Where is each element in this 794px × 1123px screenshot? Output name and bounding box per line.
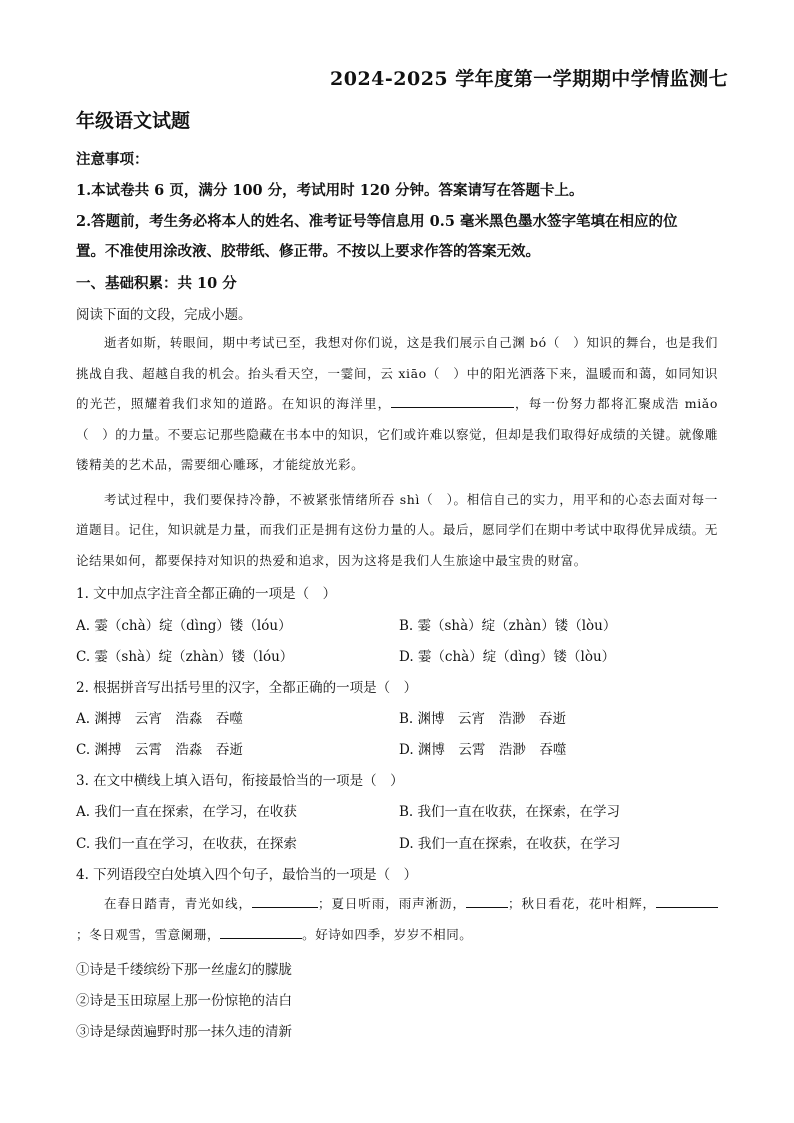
q1-option-d: D. 霎（chà）绽（dìng）镂（lòu） (399, 649, 616, 665)
fill-blank (656, 895, 718, 908)
notice-heading: 注意事项： (76, 151, 149, 168)
passage-paragraph-1: 逝者如斯，转眼间，期中考试已至，我想对你们说，这是我们展示自己渊 bó（ ）知识的舞台，也是我们挑战自我、超越自我的机会。抬头看天空，一霎间，云 xiāo（ ）中的阳光洒落下来，温暖而和蔼，如同知识的光芒，照耀着我们求知的道路。在知识的海洋里， ，每一份努力都将汇聚成浩 miǎo（ ）的力量。不要忘记那些隐藏在书本中的知识，它们或许难以察觉，但却是我们取得好成绩的关键。就像雕镂精美的艺术品，需要细心雕琢，才能绽放光彩。 (76, 335, 718, 472)
q3-option-a: A. 我们一直在探索，在学习，在收获 (76, 804, 297, 820)
q1-option-b: B. 霎（shà）绽（zhàn）镂（lòu） (399, 618, 617, 634)
section-heading: 一、基础积累：共 10 分 (76, 275, 237, 292)
q4-sentence-3: ③诗是绿茵遍野时那一抹久违的清新 (76, 1024, 292, 1040)
q4-sentence-1: ①诗是千缕缤纷下那一丝虚幻的朦胧 (76, 962, 292, 978)
q2-option-c: C. 渊搏 云霄 浩淼 吞逝 (76, 742, 243, 758)
reading-instruction: 阅读下面的文段，完成小题。 (76, 307, 252, 323)
notice-item-2-line-2: 置。不准使用涂改液、胶带纸、修正带。不按以上要求作答的答案无效。 (76, 243, 540, 260)
q3-option-b: B. 我们一直在收获，在探索，在学习 (399, 804, 621, 820)
notice-item-2-line-1: 2.答题前，考生务必将本人的姓名、准考证号等信息用 0.5 毫米黑色墨水签字笔填在相应的位 (76, 213, 678, 230)
question-3: 3. 在文中横线上填入语句，衔接最恰当的一项是（ ） (76, 773, 404, 789)
question-2: 2. 根据拼音写出括号里的汉字，全都正确的一项是（ ） (76, 680, 418, 696)
fill-blank (252, 895, 318, 908)
passage-paragraph-2: 考试过程中，我们要保持冷静，不被紧张情绪所吞 shì（ ）。相信自己的实力，用平和的心态去面对每一道题目。记住，知识就是力量，而我们正是拥有这份力量的人。最后，愿同学们在期中考试中取得优异成绩。无论结果如何，都要保持对知识的热爱和追求，因为这将是我们人生旅途中最宝贵的财富。 (76, 491, 718, 568)
notice-item-1: 1.本试卷共 6 页，满分 100 分，考试用时 120 分钟。答案请写在答题卡上。 (76, 182, 584, 199)
q4-passage (76, 888, 718, 950)
fill-blank (220, 926, 302, 939)
exam-title-line-1: 2024-2025 学年度第一学期期中学情监测七 (330, 68, 729, 90)
q3-option-c: C. 我们一直在学习，在收获，在探索 (76, 836, 297, 852)
question-4: 4. 下列语段空白处填入四个句子，最恰当的一项是（ ） (76, 867, 418, 883)
q4-passage-text: 在春日踏青，青光如线， ；夏日听雨，雨声淅沥， ；秋日看花，花叶相辉，；冬日观雪，雪意阑珊， 。好诗如四季，岁岁不相同。 (76, 888, 718, 950)
exam-title-line-2: 年级语文试题 (76, 110, 191, 132)
question-1: 1. 文中加点字注音全都正确的一项是（ ） (76, 586, 337, 602)
q1-option-c: C. 霎（shà）绽（zhàn）镂（lóu） (76, 649, 294, 665)
q2-option-a: A. 渊搏 云宵 浩淼 吞噬 (76, 711, 243, 727)
q3-option-d: D. 我们一直在探索，在收获，在学习 (399, 836, 621, 852)
fill-blank (466, 895, 508, 908)
reading-passage (76, 328, 718, 576)
q1-option-a: A. 霎（chà）绽（dìng）镂（lóu） (76, 618, 292, 634)
fill-blank (391, 395, 514, 408)
q2-option-b: B. 渊博 云宵 浩渺 吞逝 (399, 711, 567, 727)
q2-option-d: D. 渊博 云霄 浩渺 吞噬 (399, 742, 567, 758)
q4-sentence-2: ②诗是玉田琼屋上那一份惊艳的洁白 (76, 993, 292, 1009)
